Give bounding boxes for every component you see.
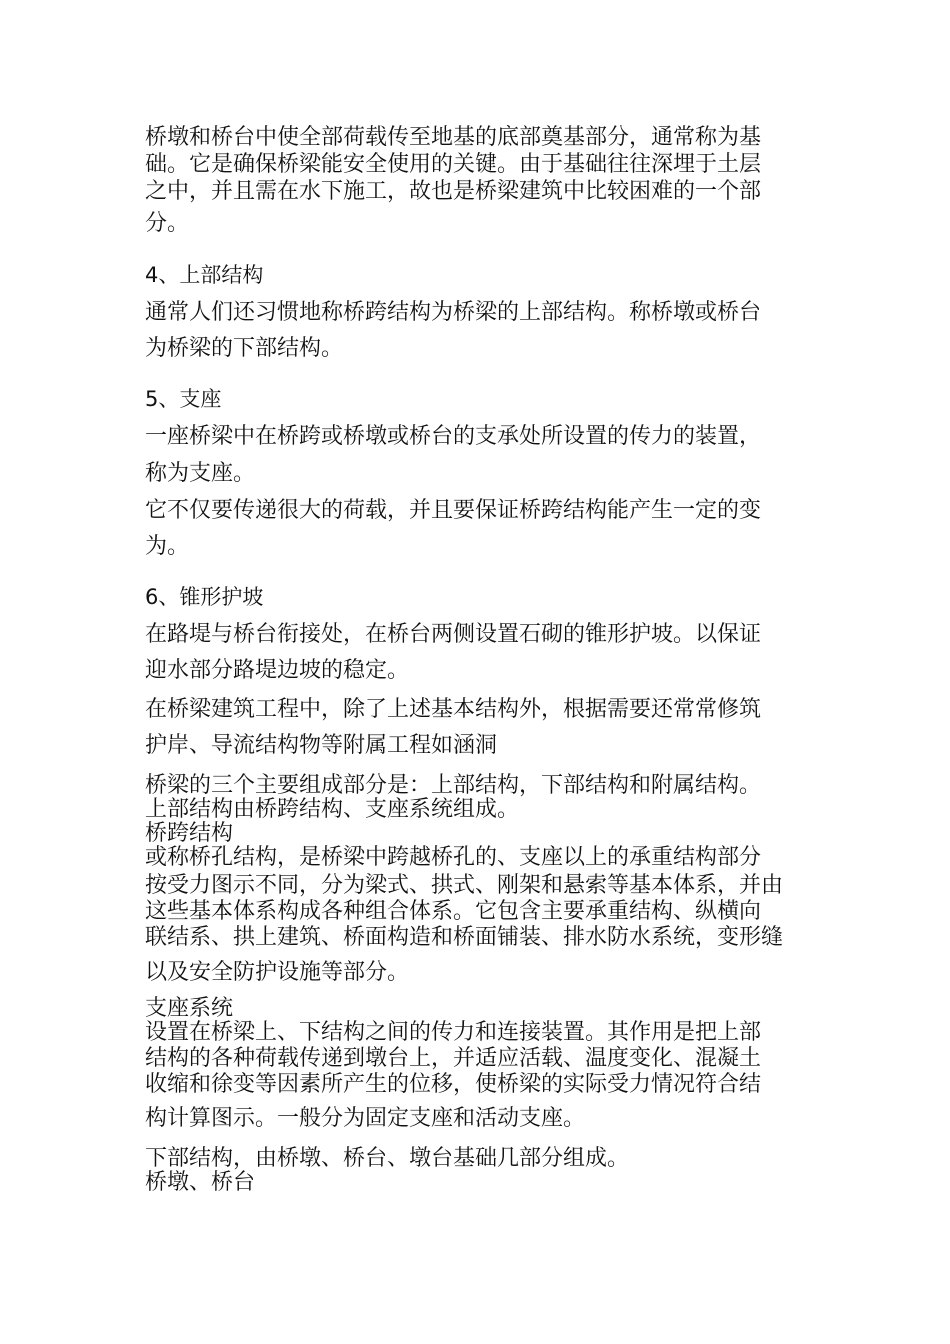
text-line: 桥梁的三个主要组成部分是：上部结构，下部结构和附属结构。 — [145, 773, 762, 798]
text-line: 为桥梁的下部结构。 — [145, 336, 344, 361]
text-line: 为。 — [145, 534, 190, 559]
text-line: 上部结构由桥跨结构、支座系统组成。 — [145, 797, 520, 822]
section-heading: 4、上部结构 — [145, 263, 264, 287]
text-line: 称为支座。 — [145, 461, 256, 486]
text-line: 设置在桥梁上、下结构之间的传力和连接装置。其作用是把上部 — [145, 1020, 762, 1045]
text-line: 在桥梁建筑工程中，除了上述基本结构外，根据需要还常常修筑 — [145, 697, 762, 722]
text-line: 分。 — [145, 211, 190, 236]
text-line: 下部结构，由桥墩、桥台、墩台基础几部分组成。 — [145, 1146, 630, 1171]
section-heading: 6、锥形护坡 — [145, 585, 264, 609]
text-line: 或称桥孔结构，是桥梁中跨越桥孔的、支座以上的承重结构部分 — [145, 845, 762, 870]
text-line: 桥墩和桥台中使全部荷载传至地基的底部奠基部分，通常称为基 — [145, 125, 762, 150]
text-line: 这些基本体系构成各种组合体系。它包含主要承重结构、纵横向 — [145, 899, 762, 924]
text-line: 桥墩、桥台 — [145, 1170, 256, 1195]
text-line: 之中，并且需在水下施工，故也是桥梁建筑中比较困难的一个部 — [145, 179, 762, 204]
text-line: 通常人们还习惯地称桥跨结构为桥梁的上部结构。称桥墩或桥台 — [145, 300, 762, 325]
text-line: 联结系、拱上建筑、桥面构造和桥面铺装、排水防水系统，变形缝 — [145, 925, 784, 950]
text-line: 一座桥梁中在桥跨或桥墩或桥台的支承处所设置的传力的装置， — [145, 424, 762, 449]
text-line: 迎水部分路堤边坡的稳定。 — [145, 658, 410, 683]
text-line: 结构的各种荷载传递到墩台上，并适应活载、温度变化、混凝土 — [145, 1046, 762, 1071]
text-line: 护岸、导流结构物等附属工程如涵洞 — [145, 733, 498, 758]
text-line: 在路堤与桥台衔接处，在桥台两侧设置石砌的锥形护坡。以保证 — [145, 622, 762, 647]
text-line: 它不仅要传递很大的荷载，并且要保证桥跨结构能产生一定的变 — [145, 498, 762, 523]
text-line: 以及安全防护设施等部分。 — [145, 960, 410, 985]
text-line: 础。它是确保桥梁能安全使用的关键。由于基础往往深埋于土层 — [145, 152, 762, 177]
text-line: 收缩和徐变等因素所产生的位移，使桥梁的实际受力情况符合结 — [145, 1072, 762, 1097]
text-line: 桥跨结构 — [145, 821, 234, 846]
section-heading: 5、支座 — [145, 387, 222, 411]
text-line: 按受力图示不同，分为梁式、拱式、刚架和悬索等基本体系，并由 — [145, 873, 784, 898]
text-line: 支座系统 — [145, 996, 234, 1021]
text-line: 构计算图示。一般分为固定支座和活动支座。 — [145, 1106, 586, 1131]
